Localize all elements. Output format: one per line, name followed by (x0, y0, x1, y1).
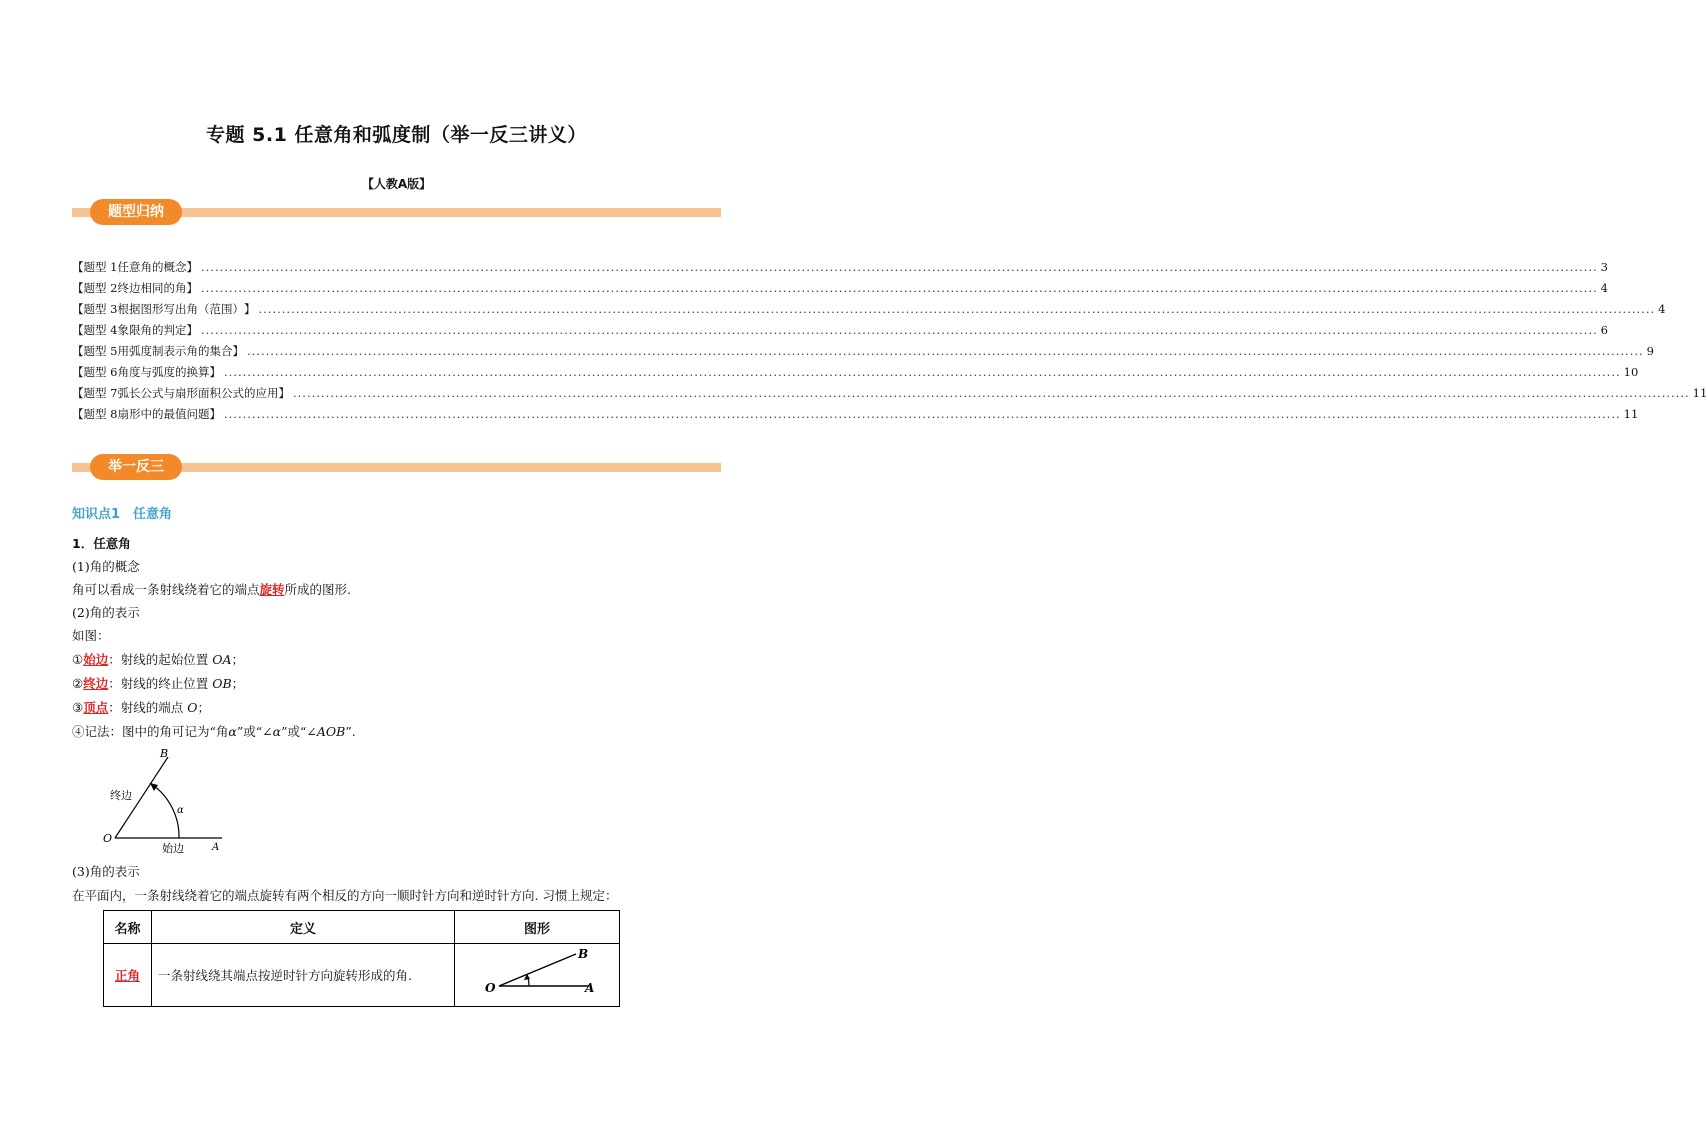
toc-page-number: 3 (1600, 260, 1608, 274)
header-definition: 定义 (152, 911, 455, 944)
label-o: O (103, 832, 113, 845)
toc-page-number: 11 (1623, 407, 1639, 421)
page-title: 专题 5.1 任意角和弧度制（举一反三讲义） (206, 124, 587, 146)
heading-arbitrary-angle: 1．任意角 (72, 536, 131, 551)
list-text: ：射线的端点 (108, 700, 188, 715)
toc-entry-label: 根据图形写出角（范围） (117, 302, 244, 316)
toc-bracket-right: 】 (209, 407, 221, 421)
toc-bracket-left: 【 (72, 344, 84, 358)
list-end: ； (231, 676, 245, 691)
keyword-terminal-side: 终边 (83, 676, 109, 691)
toc-entry[interactable] (72, 385, 1707, 403)
positive-angle-figure (461, 946, 601, 1002)
list-item-vertex (72, 698, 210, 716)
section-pill-question-types: 题型归纳 (90, 199, 182, 225)
toc-page-number: 4 (1600, 281, 1608, 295)
toc-entry[interactable] (72, 259, 1608, 277)
edition-label: 【人教A版】 (361, 177, 432, 191)
row-name-cell (104, 944, 152, 1007)
para-concept-pre: 角可以看成一条射线绕着它的端点 (72, 582, 260, 597)
toc-bracket-right: 】 (278, 386, 290, 400)
toc-bracket-left: 【 (72, 281, 84, 295)
para-concept-heading: (1)角的概念 (72, 559, 140, 574)
para-concept-post: 所成的图形. (284, 582, 352, 597)
notation-text: ④记法：图中的角可记为“角 (72, 724, 229, 739)
toc-entry[interactable] (72, 301, 1666, 319)
toc-page-number: 6 (1600, 323, 1608, 337)
list-text: ：射线的起始位置 (108, 652, 213, 667)
keyword-rotate: 旋转 (259, 582, 285, 597)
toc-leader-dots: ............................................................................................................................................................................................................................................................................................................ (200, 323, 1598, 337)
toc-type-number: 题型 6 (83, 365, 118, 379)
toc-entry[interactable] (72, 343, 1654, 361)
label-b: B (578, 946, 589, 961)
list-item-terminal-side (72, 674, 244, 692)
toc-type-number: 题型 4 (83, 323, 118, 337)
toc-bracket-left: 【 (72, 365, 84, 379)
label-alpha: α (177, 805, 184, 816)
list-item-initial-side (72, 650, 244, 668)
toc-entry-label: 用弧度制表示角的集合 (117, 344, 233, 358)
label-a: A (212, 842, 220, 853)
para-as-figure: 如图： (72, 628, 110, 643)
para-concept (72, 580, 351, 598)
label-initial-side: 始边 (162, 842, 184, 855)
toc-bracket-left: 【 (72, 407, 84, 421)
header-figure: 图形 (455, 911, 620, 944)
toc-leader-dots: ............................................................................................................................................................................................................................................................................................................ (223, 407, 1621, 421)
var-aob: AOB (316, 724, 346, 739)
toc-entry[interactable] (72, 322, 1608, 340)
list-num: ② (72, 676, 84, 691)
para-representation-heading: (2)角的表示 (72, 605, 140, 620)
arc-arrowhead (150, 783, 158, 791)
toc-bracket-right: 】 (186, 281, 198, 295)
toc-entry-label: 象限角的判定 (117, 323, 187, 337)
list-text: ：射线的终止位置 (108, 676, 213, 691)
toc-entry-label: 终边相同的角 (117, 281, 187, 295)
toc-leader-dots: ............................................................................................................................................................................................................................................................................................................ (258, 302, 1656, 316)
list-num: ① (72, 652, 84, 667)
section-pill-practice: 举一反三 (90, 454, 182, 480)
toc-entry-label: 任意角的概念 (117, 260, 187, 274)
var-alpha: α (272, 724, 282, 739)
row-figure-cell (455, 944, 620, 1007)
positive-angle-term: 正角 (114, 968, 140, 983)
toc-bracket-left: 【 (72, 386, 84, 400)
toc-page-number: 10 (1623, 365, 1639, 379)
header-name: 名称 (104, 911, 152, 944)
keyword-vertex: 顶点 (83, 700, 109, 715)
angle-definition-table (103, 910, 620, 1007)
toc-entry[interactable] (72, 280, 1608, 298)
toc-entry[interactable] (72, 406, 1639, 424)
toc-leader-dots: ............................................................................................................................................................................................................................................................................................................ (246, 344, 1644, 358)
toc-type-number: 题型 1 (83, 260, 118, 274)
toc-leader-dots: ............................................................................................................................................................................................................................................................................................................ (200, 281, 1598, 295)
toc-entry[interactable] (72, 364, 1639, 382)
knowledge-point-heading: 知识点1 任意角 (72, 507, 173, 522)
toc-entry-label: 扇形中的最值问题 (117, 407, 210, 421)
var-o: O (187, 700, 198, 715)
var-alpha: α (228, 724, 237, 739)
toc-entry-label: 弧长公式与扇形面积公式的应用 (117, 386, 279, 400)
toc-bracket-right: 】 (209, 365, 221, 379)
table-header-row (104, 911, 620, 944)
toc-page-number: 9 (1646, 344, 1654, 358)
toc-type-number: 题型 7 (83, 386, 118, 400)
toc-bracket-left: 【 (72, 260, 84, 274)
toc-bracket-left: 【 (72, 302, 84, 316)
toc-bracket-right: 】 (243, 302, 256, 316)
toc-leader-dots: ............................................................................................................................................................................................................................................................................................................ (292, 386, 1690, 400)
list-item-notation (72, 722, 356, 740)
toc-bracket-right: 】 (232, 344, 244, 358)
toc-leader-dots: ............................................................................................................................................................................................................................................................................................................ (200, 260, 1598, 274)
toc-bracket-left: 【 (72, 323, 84, 337)
label-b: B (160, 747, 169, 760)
toc-page-number: 11 (1692, 386, 1707, 400)
para-rotation-direction: 在平面内，一条射线绕着它的端点旋转有两个相反的方向一顺时针方向和逆时针方向. 习惯上规定： (72, 888, 618, 903)
list-num: ③ (72, 700, 84, 715)
row-definition-cell: 一条射线绕其端点按逆时针方向旋转形成的角. (152, 944, 455, 1007)
toc-entry-label: 角度与弧度的换算 (117, 365, 210, 379)
toc-type-number: 题型 2 (83, 281, 118, 295)
notation-text: ”. (345, 724, 356, 739)
notation-text: ”或“∠ (236, 724, 273, 739)
toc-bracket-right: 】 (186, 323, 198, 337)
var-ob: OB (212, 676, 232, 691)
angle-figure (100, 745, 230, 855)
para-representation-2: (3)角的表示 (72, 864, 140, 879)
label-o: O (485, 980, 496, 995)
rotation-arc (150, 783, 179, 838)
label-a: A (585, 980, 595, 995)
toc-bracket-right: 】 (186, 260, 198, 274)
toc-type-number: 题型 8 (83, 407, 118, 421)
keyword-initial-side: 始边 (83, 652, 109, 667)
toc-type-number: 题型 3 (83, 302, 118, 316)
toc-page-number: 4 (1658, 302, 1666, 316)
list-end: ； (231, 652, 245, 667)
label-terminal-side: 终边 (110, 789, 132, 802)
toc-leader-dots: ............................................................................................................................................................................................................................................................................................................ (223, 365, 1621, 379)
notation-text: ”或“∠ (281, 724, 317, 739)
var-oa: OA (212, 652, 232, 667)
terminal-side-ray (499, 954, 576, 986)
list-end: ； (197, 700, 210, 715)
table-row (104, 944, 620, 1007)
toc-type-number: 题型 5 (83, 344, 118, 358)
